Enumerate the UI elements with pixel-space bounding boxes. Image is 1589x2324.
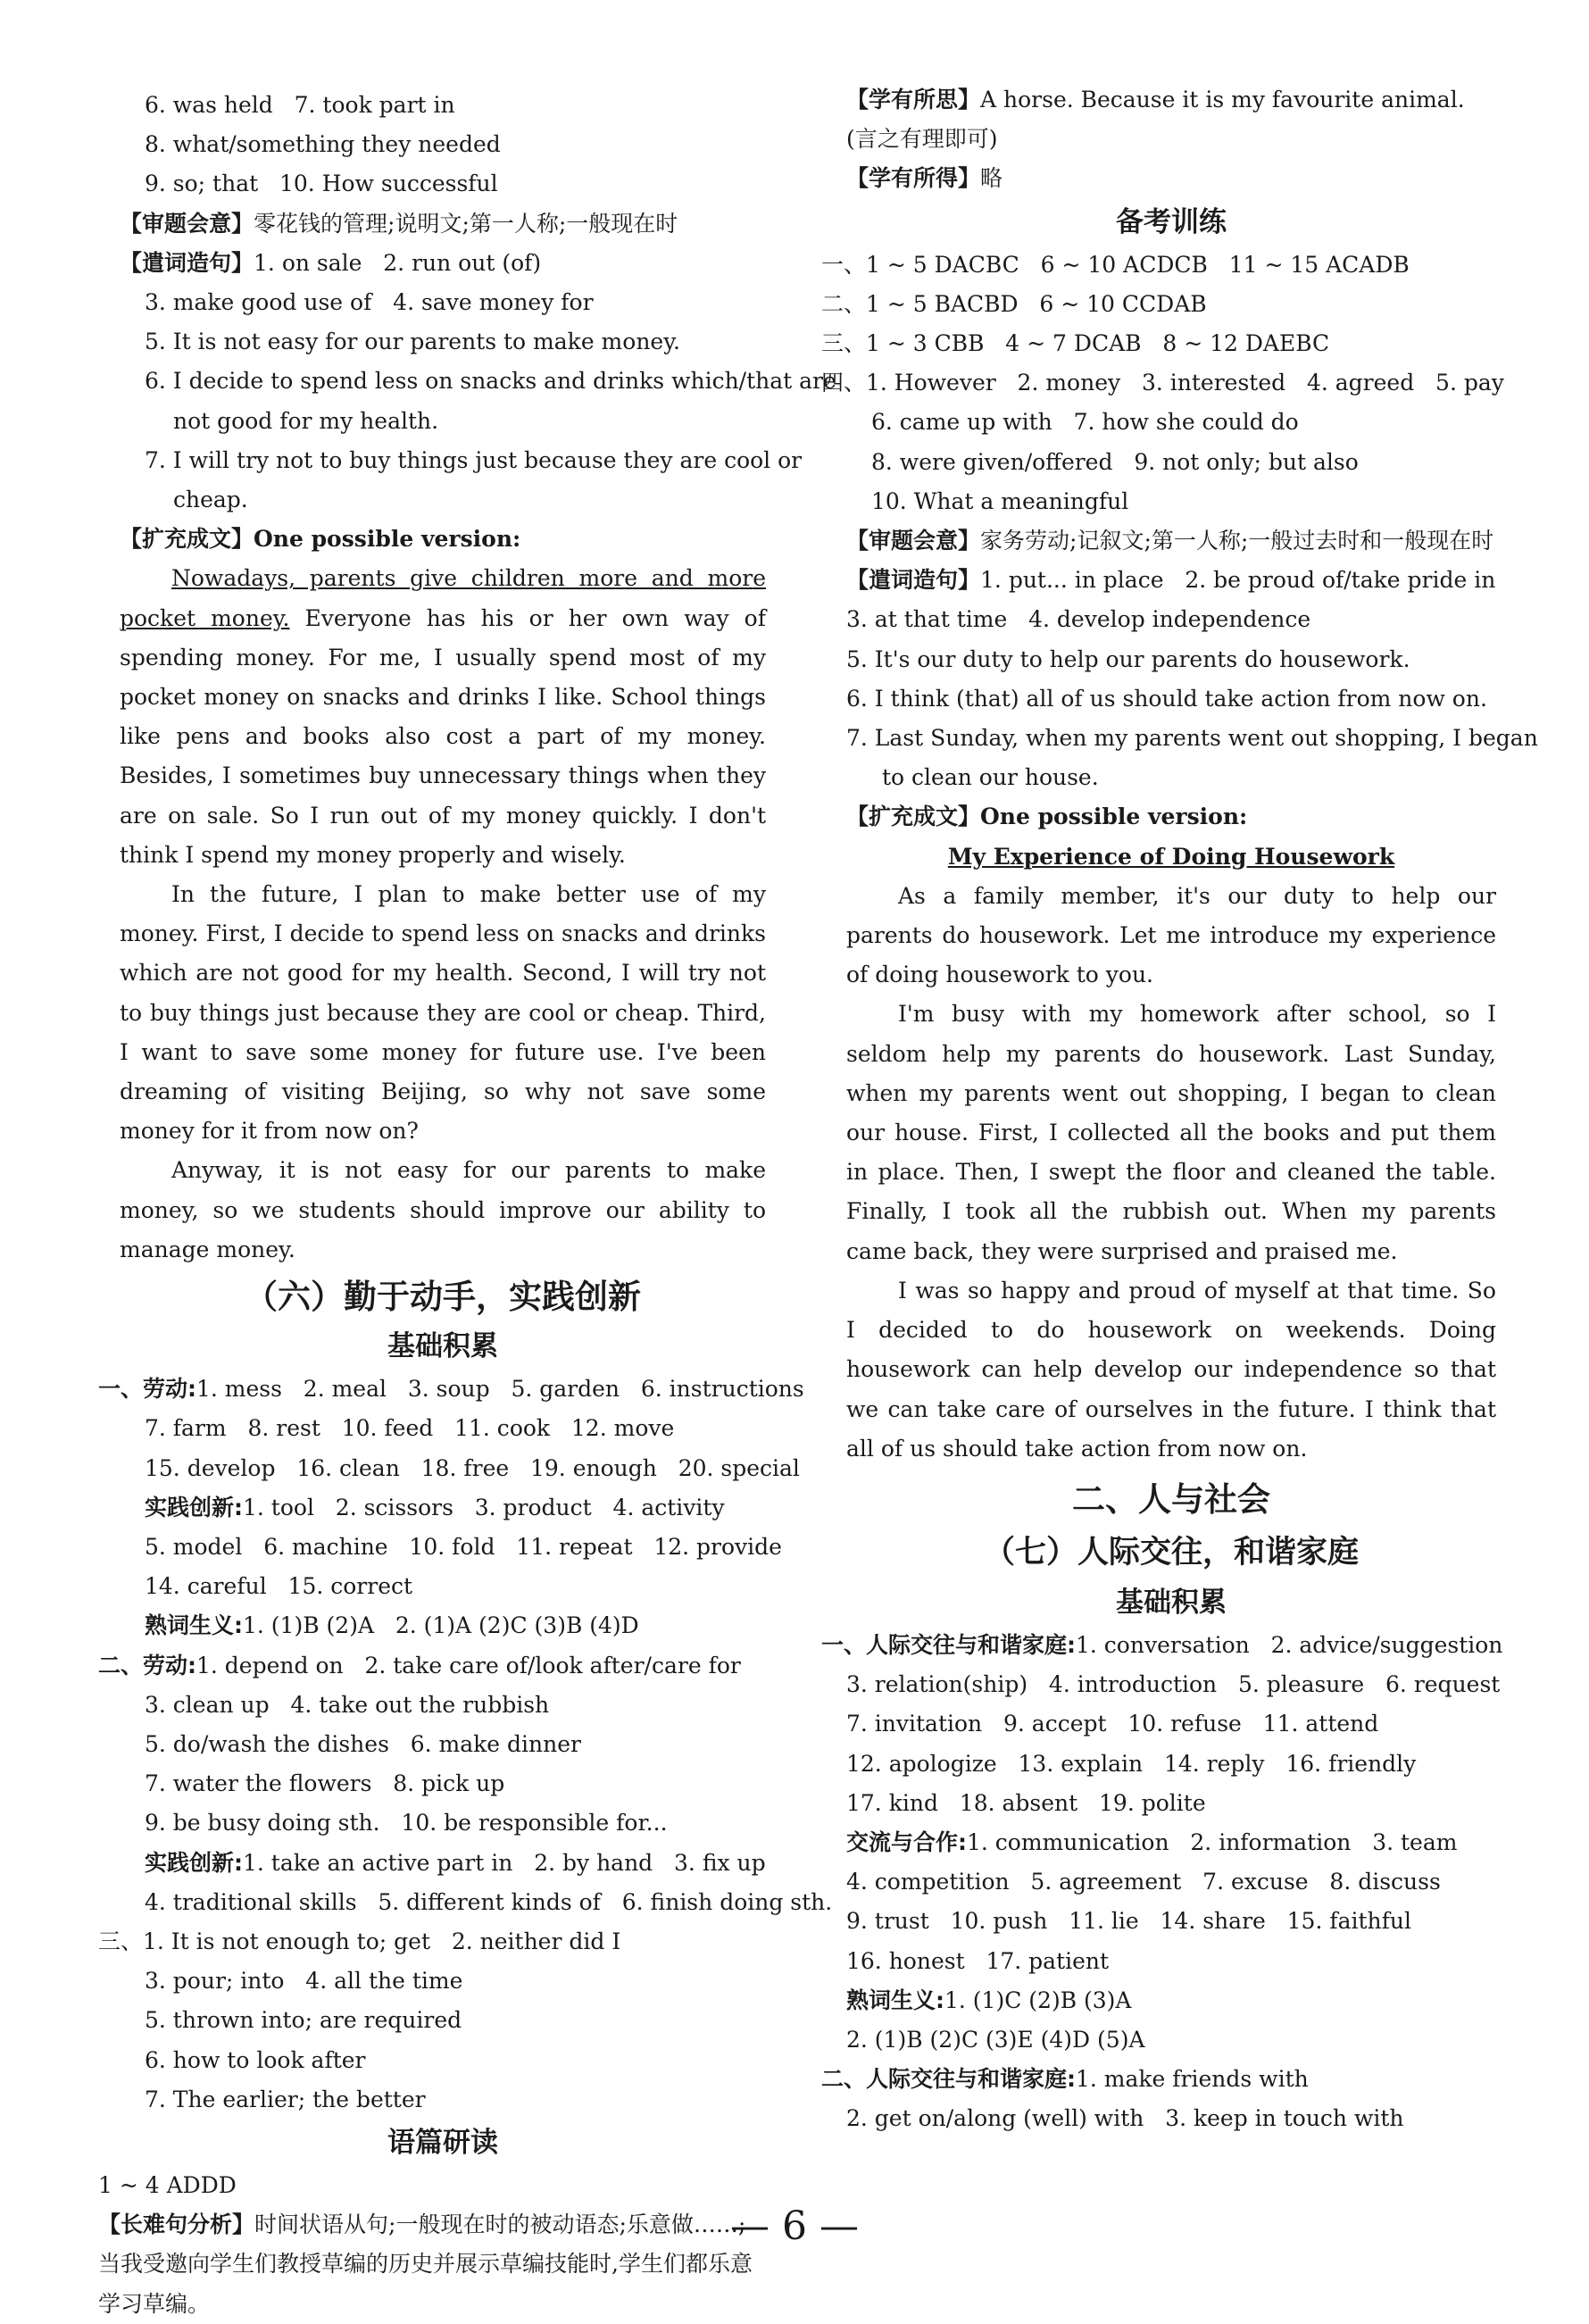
- exercise-line: [98, 1646, 766, 1686]
- topic-analysis-text: 零花钱的管理;说明文;第一人称;一般现在时: [254, 210, 678, 237]
- section-tag: 【遣词造句】: [846, 567, 981, 594]
- answer-line: 3. at that time 4. develop independence: [846, 606, 1311, 633]
- answer-line: 6. I decide to spend less on snacks and drinks which/that are: [145, 368, 836, 395]
- section-title: 语篇研读: [387, 2126, 498, 2159]
- reflection: [846, 80, 1496, 159]
- section-tag: 【审题会意】: [120, 210, 254, 237]
- exercise-line: [821, 1626, 1503, 1665]
- answer-line: 7. The earlier; the better: [145, 2086, 426, 2112]
- exercise-line: [846, 1823, 1496, 1862]
- essay-label: One possible version:: [254, 526, 521, 553]
- exercise-text: 1. tool 2. scissors 3. product 4. activity: [243, 1494, 725, 1520]
- exercise-line: [120, 1844, 766, 1883]
- answer-line: 3. clean up 4. take out the rubbish: [145, 1691, 550, 1718]
- answer-line: 三、1 ~ 3 CBB 4 ~ 7 DCAB 8 ~ 12 DAEBC: [821, 330, 1330, 357]
- essay-paragraph: [120, 559, 766, 875]
- learning-gain-text: 略: [980, 165, 1003, 192]
- answer-line: 5. thrown into; are required: [145, 2007, 462, 2034]
- exercise-line: [120, 1488, 766, 1528]
- section-tag: 【遣词造句】: [120, 249, 254, 276]
- section-tag: 【学有所思】: [846, 87, 981, 112]
- sentence-analysis-text: 时间状语从句;一般现在时的被动语态;乐意做……;当我受邀向学生们教授草编的历史并展示草编技能时,学生们都乐意学习草编。: [98, 2212, 753, 2317]
- topic-analysis: [120, 204, 766, 244]
- page-number: — 6 —: [730, 2203, 859, 2249]
- answer-line: 14. careful 15. correct: [145, 1573, 413, 1600]
- answer-line: 3. make good use of 4. save money for: [145, 289, 594, 316]
- answer-line: 四、1. However 2. money 3. interested 4. agreed 5. pay: [821, 370, 1504, 396]
- exercise-line: [98, 1370, 804, 1409]
- exercise-text: 1. communication 2. information 3. team: [967, 1828, 1458, 1855]
- exercise-text: 1. (1)B (2)A 2. (1)A (2)C (3)B (4)D: [243, 1612, 639, 1639]
- essay-paragraph: I was so happy and proud of myself at that time. So I decided to do housework on weekends. Doing housework can help develop our independence so that we can take care of ourselves in the future. I think that all of us should take action from now on.: [846, 1277, 1496, 1462]
- answer-line: 5. It's our duty to help our parents do housework.: [846, 646, 1410, 672]
- answer-line: 12. apologize 13. explain 14. reply 16. friendly: [846, 1750, 1417, 1777]
- answer-line: 9. be busy doing sth. 10. be responsible for...: [145, 1810, 668, 1837]
- essay-paragraph: I'm busy with my homework after school, so I seldom help my parents do housework. Last Sunday, when my parents went out shopping, I began to clean our house. First, I collected all the books and put them in place. Then, I swept the floor and cleaned the table. Finally, I took all the rubbish out. When my parents came back, they were surprised and praised me.: [846, 1001, 1496, 1264]
- answer-line: 16. honest 17. patient: [846, 1947, 1110, 1974]
- essay-paragraph: In the future, I plan to make better use of my money. First, I decide to spend less on snacks and drinks which are not good for my health. Second, I will try not to buy things just because they are cool or cheap. Third, I want to save some money for future use. I've been dreaming of visiting Beijing, so why not save some money for it from now on?: [120, 881, 766, 1145]
- answer-line: 6. came up with 7. how she could do: [871, 409, 1299, 436]
- section-tag: 【审题会意】: [846, 528, 981, 554]
- exercise-text: 1. make friends with: [1076, 2066, 1309, 2093]
- essay-header: [120, 520, 766, 559]
- answer-line: 10. What a meaningful: [871, 487, 1129, 514]
- exercise-text: 1. conversation 2. advice/suggestion: [1076, 1631, 1503, 1658]
- answer-line: 7. I will try not to buy things just because they are cool or: [145, 446, 803, 473]
- answer-line: 三、1. It is not enough to; get 2. neither did I: [98, 1928, 621, 1954]
- section-tag: 【长难句分析】: [98, 2212, 255, 2238]
- answer-line: 9. so; that 10. How successful: [145, 171, 498, 197]
- answer-line: 7. farm 8. rest 10. feed 11. cook 12. move: [145, 1415, 675, 1442]
- word-building: [846, 561, 1496, 600]
- section-tag: 实践创新:: [145, 1849, 243, 1876]
- section-tag: 【扩充成文】: [120, 526, 254, 553]
- topic-analysis: [846, 521, 1496, 561]
- answer-line: 7. invitation 9. accept 10. refuse 11. attend: [846, 1711, 1379, 1737]
- essay-paragraph: As a family member, it's our duty to help our parents do housework. Let me introduce my experience of doing housework to you.: [846, 882, 1496, 988]
- essay-label: One possible version:: [980, 804, 1248, 830]
- answer-line: 5. model 6. machine 10. fold 11. repeat 12. provide: [145, 1533, 782, 1560]
- section-tag: 二、人际交往与和谐家庭:: [821, 2066, 1076, 2093]
- answer-line: 6. I think (that) all of us should take action from now on.: [846, 685, 1487, 712]
- learning-gain: [846, 159, 1496, 198]
- unit-title: （七）人际交往，和谐家庭: [983, 1534, 1359, 1570]
- unit-title: （六）勤于动手，实践创新: [245, 1278, 641, 1317]
- answer-line: 9. trust 10. push 11. lie 14. share 15. faithful: [846, 1908, 1412, 1935]
- underlined-sentence: Nowadays, parents give children more and more pocket money.: [120, 565, 766, 631]
- essay-header: [846, 797, 1496, 837]
- answer-line: 2. get on/along (well) with 3. keep in touch with: [846, 2105, 1404, 2132]
- essay-text: Everyone has his or her own way of spending money. For me, I usually spend most of my pocket money on snacks and drinks I like. School things like pens and books also cost a part of my money. Besides, I sometimes buy unnecessary things when they are on sale. So I run out of my money quickly. I don't think I spend my money properly and wisely.: [120, 604, 766, 868]
- answer-line: 6. was held 7. took part in: [145, 92, 455, 118]
- section-tag: 熟词生义:: [846, 1987, 944, 2013]
- answer-line: not good for my health.: [173, 407, 439, 434]
- section-title: 备考训练: [1116, 205, 1227, 238]
- exercise-text: 1. depend on 2. take care of/look after/care for: [196, 1652, 741, 1678]
- answer-line: 8. what/something they needed: [145, 131, 501, 158]
- answer-line: 17. kind 18. absent 19. polite: [846, 1789, 1206, 1816]
- left-column: [98, 86, 836, 2324]
- section-tag: 二、劳动:: [98, 1652, 196, 1678]
- section-tag: 熟词生义:: [145, 1612, 243, 1639]
- section-tag: 一、人际交往与和谐家庭:: [821, 1631, 1076, 1658]
- word-building-text: 1. put... in place 2. be proud of/take pride in: [980, 567, 1496, 594]
- answer-line: 4. competition 5. agreement 7. excuse 8. discuss: [846, 1869, 1441, 1895]
- section-tag: 实践创新:: [145, 1494, 243, 1520]
- answer-line: 3. relation(ship) 4. introduction 5. pleasure 6. request: [846, 1671, 1501, 1698]
- section-tag: 一、劳动:: [98, 1376, 196, 1403]
- exercise-line: [120, 1606, 766, 1645]
- answer-line: to clean our house.: [882, 764, 1099, 791]
- topic-analysis-text: 家务劳动;记叙文;第一人称;一般过去时和一般现在时: [980, 528, 1494, 554]
- word-building-text: 1. on sale 2. run out (of): [254, 249, 542, 276]
- word-building: [120, 244, 766, 283]
- exercise-text: 1. take an active part in 2. by hand 3. fix up: [243, 1849, 766, 1876]
- answer-line: 5. do/wash the dishes 6. make dinner: [145, 1730, 581, 1757]
- essay-paragraph: Anyway, it is not easy for our parents to make money, so we students should improve our ability to manage money.: [120, 1157, 766, 1262]
- section-title: 基础积累: [387, 1330, 498, 1363]
- answer-line: 7. water the flowers 8. pick up: [145, 1770, 505, 1797]
- answer-line: 5. It is not easy for our parents to make money.: [145, 329, 680, 355]
- section-tag: 交流与合作:: [846, 1828, 967, 1855]
- answer-line: cheap.: [173, 487, 248, 513]
- part-title: 二、人与社会: [1072, 1479, 1270, 1519]
- answer-line: 2. (1)B (2)C (3)E (4)D (5)A: [846, 2026, 1145, 2053]
- section-tag: 【学有所得】: [846, 165, 981, 192]
- exercise-text: 1. mess 2. meal 3. soup 5. garden 6. instructions: [196, 1376, 804, 1403]
- exercise-line: [846, 1981, 1496, 2020]
- answer-line: 4. traditional skills 5. different kinds of 6. finish doing sth.: [145, 1888, 833, 1915]
- answer-line: 一、1 ~ 5 DACBC 6 ~ 10 ACDCB 11 ~ 15 ACADB: [821, 251, 1410, 278]
- answer-line: 1 ~ 4 ADDD: [98, 2171, 237, 2198]
- right-column: [821, 86, 1538, 2139]
- answer-line: 8. were given/offered 9. not only; but also: [871, 448, 1359, 475]
- answer-line: 二、1 ~ 5 BACBD 6 ~ 10 CCDAB: [821, 290, 1207, 317]
- answer-line: 15. develop 16. clean 18. free 19. enough 20. special: [145, 1454, 800, 1481]
- essay-title: My Experience of Doing Housework: [947, 843, 1395, 870]
- reflection-text: A horse. Because it is my favourite animal. (言之有理即可): [846, 87, 1465, 153]
- answer-line: 3. pour; into 4. all the time: [145, 1968, 463, 1995]
- exercise-line: [821, 2060, 1496, 2099]
- answer-line: 7. Last Sunday, when my parents went out shopping, I began: [846, 725, 1538, 752]
- answer-line: 6. how to look after: [145, 2046, 366, 2073]
- section-tag: 【扩充成文】: [846, 804, 981, 830]
- exercise-text: 1. (1)C (2)B (3)A: [944, 1987, 1132, 2013]
- section-title: 基础积累: [1116, 1586, 1227, 1619]
